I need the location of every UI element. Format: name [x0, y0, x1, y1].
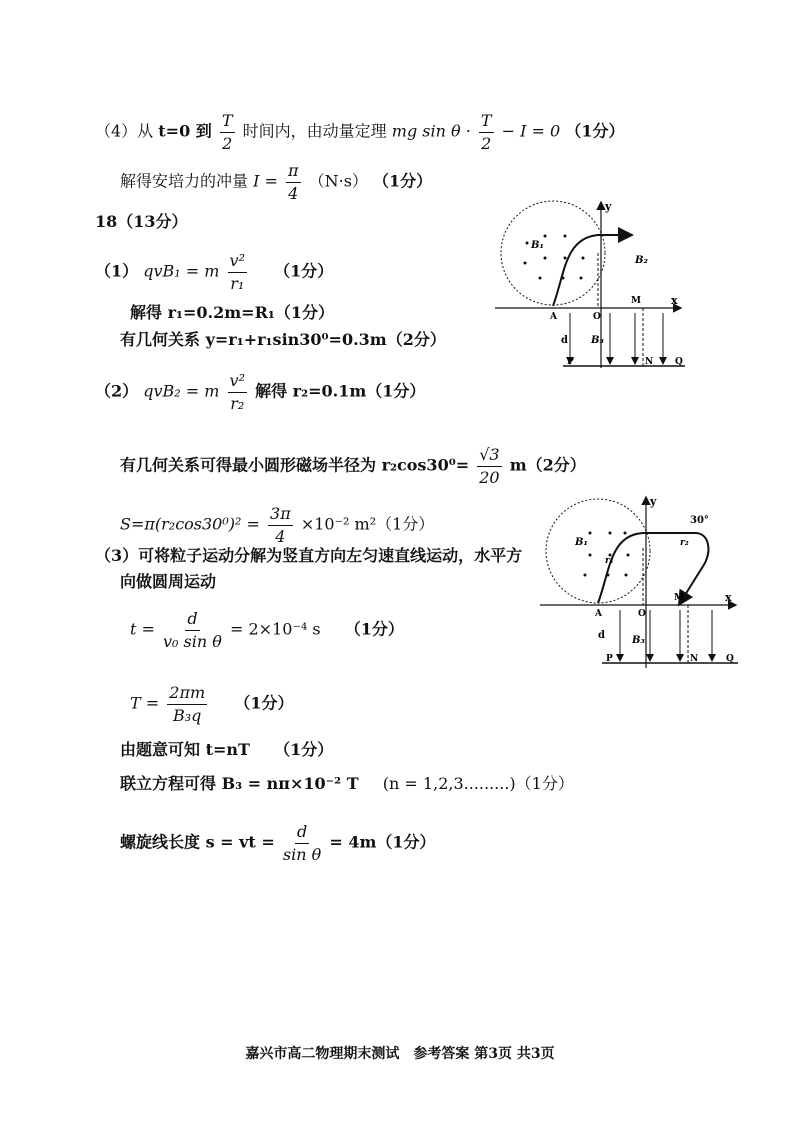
length-rhs: = 4m（1分）: [329, 832, 436, 852]
score: （1分）: [565, 121, 625, 141]
label-y: y: [650, 495, 657, 508]
time-lhs: t =: [130, 619, 155, 639]
length-lhs: 螺旋线长度 s = vt =: [120, 832, 275, 852]
numerator: 3π: [268, 505, 293, 526]
label-N: N: [690, 654, 699, 664]
impulse-lhs: I =: [253, 171, 278, 191]
label-A: A: [550, 312, 557, 322]
label-B3: B₃: [591, 335, 604, 346]
q17-part4-label: （4）从: [95, 121, 154, 141]
q18-part3-time-line: [130, 610, 404, 650]
n-values: (n = 1,2,3.........)（1分）: [382, 774, 574, 793]
fraction-T-over-2: [220, 112, 235, 152]
q18-part2-geometry-line: [120, 446, 586, 486]
numerator: 2πm: [167, 684, 207, 705]
label-P: P: [567, 357, 574, 367]
label-O: O: [593, 312, 601, 322]
denominator: 4: [275, 526, 286, 546]
q17-part4-line: [95, 112, 624, 152]
q18-part3-text1: （3）可将粒子运动分解为竖直方向左匀速直线运动，水平方: [95, 546, 523, 565]
label-d: d: [561, 335, 568, 346]
label-M: M: [631, 296, 641, 306]
denominator: 2: [222, 133, 233, 153]
momentum-equation-end: − I = 0: [501, 121, 561, 141]
label-angle: 30°: [690, 515, 709, 526]
page-footer: 嘉兴市高二物理期末测试 参考答案 第3页 共3页: [245, 1046, 555, 1062]
label-y: y: [605, 200, 612, 213]
unit-score: m（2分）: [509, 455, 586, 475]
q18-part3-text2: 向做圆周运动: [120, 572, 217, 591]
B3-result: 联立方程可得 B₃ = nπ×10⁻² T: [120, 774, 359, 793]
denominator: B₃q: [172, 705, 202, 725]
numerator: d: [185, 610, 199, 631]
numerator: v²: [228, 372, 247, 393]
period-lhs: T =: [130, 693, 160, 713]
lorentz-eq-1: qvB₁ = m: [143, 261, 220, 281]
label-Q: Q: [726, 654, 734, 664]
numerator: √3: [477, 446, 501, 467]
q18-part1-geometry: 有几何关系 y=r₁+r₁sin30⁰=0.3m（2分）: [120, 330, 446, 349]
score: （1分）: [344, 619, 404, 639]
q18-part1-line: [95, 252, 333, 292]
field-diagram-2: [540, 493, 740, 673]
label-B3: B₃: [632, 635, 645, 646]
area-rhs: ×10⁻² m²（1分）: [300, 514, 435, 534]
condition: 由题意可知 t=nT: [120, 740, 250, 759]
denominator: v₀ sin θ: [163, 631, 222, 651]
denominator: 4: [288, 183, 299, 203]
label-O: O: [638, 609, 646, 619]
fraction-d-over-v0sin: [163, 610, 222, 650]
numerator: T: [479, 112, 494, 133]
label-B2: B₂: [635, 255, 648, 266]
impulse-unit: （N·s）: [308, 171, 368, 191]
lorentz-eq-2: qvB₂ = m: [143, 381, 220, 401]
numerator: v²: [228, 252, 247, 273]
score: （1分）: [274, 261, 334, 281]
denominator: 2: [481, 133, 492, 153]
impulse-line: [120, 162, 432, 202]
numerator: π: [286, 162, 301, 183]
q18-part2-line: [95, 372, 425, 412]
q18-part3-period-line: [130, 684, 293, 724]
score: （1分）: [234, 693, 294, 713]
label-P: P: [606, 654, 613, 664]
fraction-sqrt3-over-20: [477, 446, 501, 486]
label-M: M: [674, 593, 684, 603]
denominator: 20: [479, 467, 500, 487]
label-B1: B₁: [575, 537, 588, 548]
q18-part2-label: （2）: [95, 381, 139, 401]
q18-header: 18（13分）: [95, 212, 188, 231]
label-N: N: [645, 357, 654, 367]
fraction-v2-over-r1: [228, 252, 247, 292]
q18-part2-area-line: [120, 505, 434, 545]
fraction-3pi-over-4: [268, 505, 293, 545]
numerator: d: [295, 823, 309, 844]
denominator: sin θ: [282, 844, 322, 864]
denominator: r₁: [230, 273, 245, 293]
momentum-equation: mg sin θ ·: [391, 121, 471, 141]
label-A: A: [595, 609, 602, 619]
fraction-d-over-sin: [283, 823, 321, 863]
fraction-T-over-2-b: [479, 112, 494, 152]
score: （1分）: [274, 740, 334, 759]
q17-part4-text2: 时间内，由动量定理: [242, 121, 387, 141]
denominator: r₂: [230, 393, 245, 413]
q17-part4-text1: t=0 到: [158, 121, 212, 141]
label-x: x: [725, 591, 732, 604]
time-rhs: = 2×10⁻⁴ s: [230, 619, 321, 639]
area-lhs: S=π(r₂cos30⁰)² =: [120, 514, 260, 534]
q18-part1-solve: 解得 r₁=0.2m=R₁（1分）: [130, 303, 335, 322]
label-Q: Q: [675, 357, 683, 367]
numerator: T: [220, 112, 235, 133]
q18-part3-condition-line: [120, 742, 333, 758]
label-r1: r₁: [605, 556, 614, 566]
label-d: d: [598, 630, 605, 641]
fraction-2pim-over-B3q: [167, 684, 207, 724]
impulse-text: 解得安培力的冲量: [120, 171, 249, 191]
q18-part1-label: （1）: [95, 261, 139, 281]
label-B1: B₁: [531, 240, 544, 251]
q18-part2-geometry: 有几何关系可得最小圆形磁场半径为 r₂cos30⁰=: [120, 455, 470, 475]
field-diagram-1: [495, 198, 690, 373]
q18-part2-solve: 解得 r₂=0.1m（1分）: [255, 381, 426, 401]
fraction-v2-over-r2: [228, 372, 247, 412]
score: （1分）: [373, 171, 433, 191]
label-x: x: [671, 294, 678, 307]
label-r2: r₂: [680, 538, 689, 548]
q18-part3-B3-line: [120, 776, 574, 792]
fraction-pi-over-4: [286, 162, 301, 202]
q18-part3-length-line: [120, 823, 436, 863]
